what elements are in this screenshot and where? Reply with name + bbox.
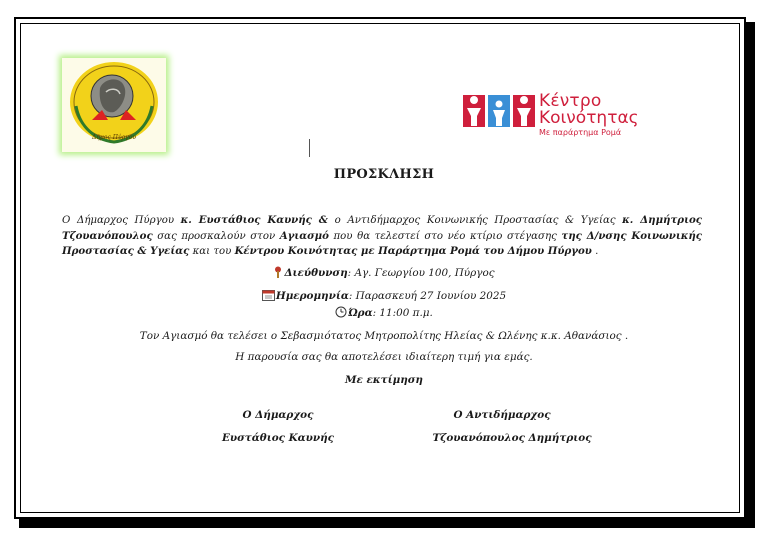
centre-name: Κέντρου Κοινότητας με Παράρτημα Ρομά του Δήμου Πύργου <box>234 245 592 257</box>
deputy-signature-name: Τζουανόπουλος Δημήτριος <box>432 432 592 444</box>
event-name: Αγιασμό <box>279 229 329 242</box>
department-name: της Δ/νσης Κοινωνικής Προστασίας & Υγείας <box>62 229 702 257</box>
intro-text-4: που θα τελεστεί στο νέο κτίριο στέγασης <box>328 230 562 242</box>
logo-line-1: Κέντρο <box>539 91 602 111</box>
clock-icon <box>335 306 347 318</box>
address-line <box>0 266 768 279</box>
time-label: Ώρα <box>348 307 373 319</box>
logo-line-2: Κοινότητας <box>539 108 639 128</box>
intro-text-6: . <box>591 246 599 257</box>
intro-text-5: και του <box>189 246 235 257</box>
address-value: : Αγ. Γεωργίου 100, Πύργος <box>347 267 495 279</box>
mayor-signature-name: Ευστάθιος Καυνής <box>222 432 334 444</box>
address-label: Διεύθυνση <box>284 267 348 279</box>
people-icon <box>463 88 539 138</box>
deputy-title: Ο Αντιδήμαρχος <box>453 409 551 421</box>
time-line <box>0 306 768 319</box>
intro-text-1: Ο Δήμαρχος Πύργου <box>62 215 181 226</box>
time-value: : 11:00 π.μ. <box>372 307 433 319</box>
pin-icon <box>273 266 283 278</box>
intro-text-2: ο Αντιδήμαρχος Κοινωνικής Προστασίας & Υγείας <box>327 215 623 226</box>
calendar-icon <box>262 289 275 301</box>
text-cursor <box>309 139 310 157</box>
officiant-line: Τον Αγιασμό θα τελέσει ο Σεβασμιότατος Μητροπολίτης Ηλείας & Ωλένης κ.κ. Αθανάσιος . <box>139 330 629 342</box>
date-value: : Παρασκευή 27 Ιουνίου 2025 <box>348 290 507 302</box>
deputy-name: κ. Δημήτριος Τζουανόπουλος <box>62 214 703 242</box>
seal-caption: Δήμος Πύργου <box>92 134 136 141</box>
date-label: Ημερομηνία <box>275 290 349 302</box>
page-title: ΠΡΟΣΚΛΗΣΗ <box>333 167 435 182</box>
municipality-seal <box>62 58 166 152</box>
mayor-name: κ. Ευστάθιος Καυνής & <box>180 214 328 226</box>
date-line <box>0 289 768 302</box>
mayor-title: Ο Δήμαρχος <box>242 409 314 421</box>
intro-paragraph <box>62 213 702 260</box>
presence-line: Η παρουσία σας θα αποτελέσει ιδιαίτερη τιμή για εμάς. <box>235 351 533 363</box>
intro-text-3: σας προσκαλούν στον <box>152 230 280 242</box>
community-centre-logo <box>463 88 703 138</box>
logo-subtitle: Με παράρτημα Ρομά <box>539 128 622 137</box>
closing-line: Με εκτίμηση <box>345 374 423 386</box>
